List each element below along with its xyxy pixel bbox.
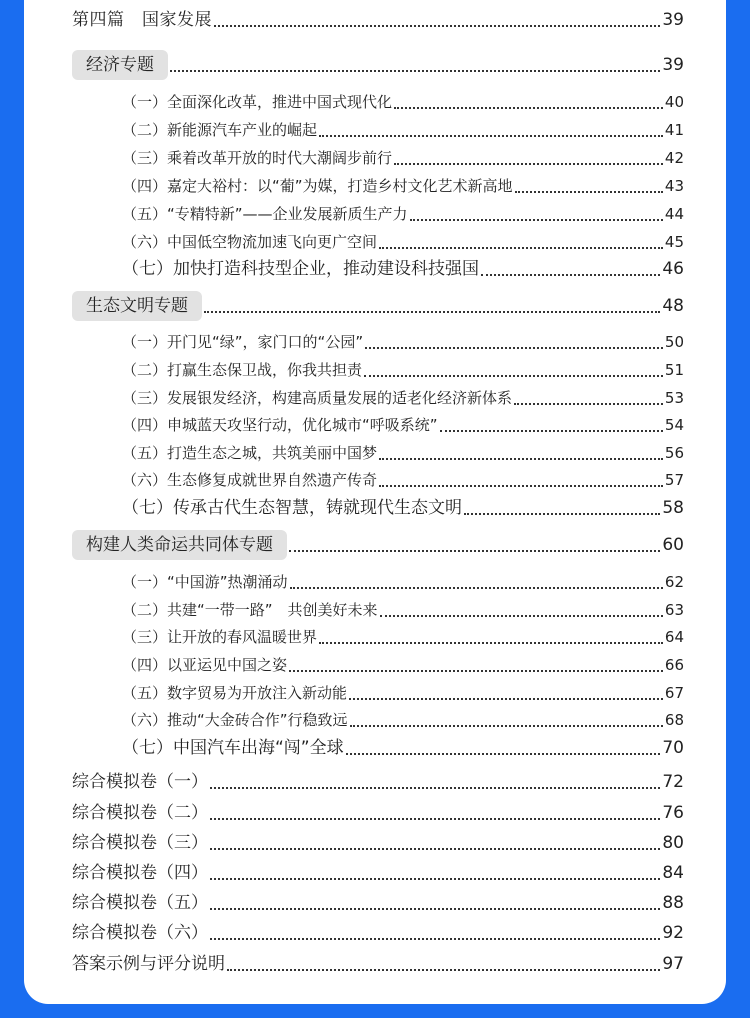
toc-entry[interactable] <box>122 357 684 383</box>
toc-entry-label: （三）发展银发经济，构建高质量发展的适老化经济新体系 <box>122 389 513 407</box>
toc-entry-label: （四）申城蓝天攻坚行动，优化城市“呼吸系统” <box>122 416 438 434</box>
toc-exam-entry[interactable] <box>72 890 684 916</box>
toc-page-number: 60 <box>662 535 684 555</box>
toc-exam-label: 综合模拟卷（五） <box>72 893 208 913</box>
toc-page-number: 53 <box>664 389 684 407</box>
dot-leader <box>210 818 660 820</box>
toc-page-number: 43 <box>664 177 684 195</box>
toc-entry-label: （三）乘着改革开放的时代大潮阔步前行 <box>122 149 393 167</box>
toc-page-number: 44 <box>664 205 684 223</box>
toc-page-number: 51 <box>664 361 684 379</box>
toc-entry[interactable] <box>122 201 684 227</box>
dot-leader <box>210 787 660 789</box>
toc-page-number: 48 <box>662 296 684 316</box>
toc-entry-label: （六）生态修复成就世界自然遗产传奇 <box>122 471 378 489</box>
toc-entry[interactable] <box>122 735 684 761</box>
dot-leader <box>394 107 663 109</box>
toc-page-number: 84 <box>662 863 684 883</box>
toc-entry-label: （四）嘉定大裕村：以“葡”为媒，打造乡村文化艺术新高地 <box>122 177 513 195</box>
toc-entry-label: （六）中国低空物流加速飞向更广空间 <box>122 233 378 251</box>
dot-leader <box>464 513 660 515</box>
toc-entry-label: （三）让开放的春风温暖世界 <box>122 628 318 646</box>
toc-entry-label: （一）开门见“绿”，家门口的“公园” <box>122 333 364 351</box>
toc-entry[interactable] <box>122 467 684 493</box>
toc-entry[interactable] <box>122 385 684 411</box>
dot-leader <box>364 375 663 377</box>
toc-entry-label: （一）“中国游”热潮涌动 <box>122 573 288 591</box>
toc-page-number: 45 <box>664 233 684 251</box>
dot-leader <box>210 878 660 880</box>
toc-exam-entry[interactable] <box>72 920 684 946</box>
toc-page-number: 39 <box>662 55 684 75</box>
toc-entry[interactable] <box>122 256 684 282</box>
toc-exam-entry[interactable] <box>72 800 684 826</box>
toc-entry-label: （五）“专精特新”——企业发展新质生产力 <box>122 205 408 223</box>
toc-page-number: 46 <box>662 259 684 279</box>
dot-leader <box>210 848 660 850</box>
toc-entry[interactable] <box>122 624 684 650</box>
toc-exam-entry[interactable] <box>72 769 684 795</box>
toc-entry[interactable] <box>122 652 684 678</box>
dot-leader <box>394 163 663 165</box>
toc-page-number: 56 <box>664 444 684 462</box>
toc-entry[interactable] <box>122 440 684 466</box>
toc-page-number: 62 <box>664 573 684 591</box>
dot-leader <box>210 938 660 940</box>
toc-entry-label: （七）传承古代生态智慧，铸就现代生态文明 <box>122 498 462 518</box>
toc-entry-label: （四）以亚运见中国之姿 <box>122 656 288 674</box>
toc-section-economy[interactable] <box>72 50 684 80</box>
dot-leader <box>214 25 660 27</box>
toc-entry-label: （一）全面深化改革，推进中国式现代化 <box>122 93 393 111</box>
toc-entry-label: （二）打赢生态保卫战，你我共担责 <box>122 361 363 379</box>
toc-exam-label: 综合模拟卷（三） <box>72 833 208 853</box>
toc-entry[interactable] <box>122 680 684 706</box>
toc-page-number: 58 <box>662 498 684 518</box>
toc-entry[interactable] <box>122 412 684 438</box>
toc-page-number: 39 <box>662 10 684 30</box>
toc-entry[interactable] <box>122 117 684 143</box>
toc-page-number: 72 <box>662 772 684 792</box>
toc-entry-label: （二）共建“一带一路” 共创美好未来 <box>122 601 378 619</box>
dot-leader <box>515 191 663 193</box>
toc-entry-label: （五）数字贸易为开放注入新动能 <box>122 684 348 702</box>
toc-page-number: 67 <box>664 684 684 702</box>
dot-leader <box>350 725 663 727</box>
toc-entry-label: （五）打造生态之城，共筑美丽中国梦 <box>122 444 378 462</box>
toc-page-number: 68 <box>664 711 684 729</box>
toc-page-number: 80 <box>662 833 684 853</box>
dot-leader <box>289 670 663 672</box>
toc-entry[interactable] <box>122 173 684 199</box>
toc-page-number: 50 <box>664 333 684 351</box>
toc-entry-label: （二）新能源汽车产业的崛起 <box>122 121 318 139</box>
dot-leader <box>410 219 663 221</box>
toc-exam-entry[interactable] <box>72 830 684 856</box>
toc-page <box>24 0 726 1004</box>
dot-leader <box>349 698 663 700</box>
toc-entry[interactable] <box>122 89 684 115</box>
dot-leader <box>481 274 660 276</box>
dot-leader <box>290 587 663 589</box>
toc-page-number: 64 <box>664 628 684 646</box>
toc-answers-entry[interactable] <box>72 951 684 977</box>
toc-page-number: 92 <box>662 923 684 943</box>
toc-entry-label: （六）推动“大金砖合作”行稳致远 <box>122 711 348 729</box>
toc-part-heading[interactable] <box>72 7 684 33</box>
toc-page-number: 42 <box>664 149 684 167</box>
toc-part-label: 第四篇 国家发展 <box>72 10 212 30</box>
toc-exam-label: 综合模拟卷（一） <box>72 772 208 792</box>
dot-leader <box>379 247 663 249</box>
toc-page-number: 40 <box>664 93 684 111</box>
toc-page-number: 63 <box>664 601 684 619</box>
dot-leader <box>365 347 663 349</box>
section-tag: 生态文明专题 <box>72 291 202 321</box>
toc-entry[interactable] <box>122 229 684 255</box>
dot-leader <box>514 403 663 405</box>
toc-page-number: 70 <box>662 738 684 758</box>
toc-answers-label: 答案示例与评分说明 <box>72 954 225 974</box>
toc-entry[interactable] <box>122 597 684 623</box>
toc-entry[interactable] <box>122 495 684 521</box>
toc-section-ecology[interactable] <box>72 291 684 321</box>
toc-exam-label: 综合模拟卷（六） <box>72 923 208 943</box>
dot-leader <box>319 642 663 644</box>
toc-entry[interactable] <box>122 145 684 171</box>
toc-page-number: 97 <box>662 954 684 974</box>
toc-exam-label: 综合模拟卷（四） <box>72 863 208 883</box>
toc-page-number: 88 <box>662 893 684 913</box>
dot-leader <box>170 70 660 72</box>
toc-entry[interactable] <box>122 329 684 355</box>
dot-leader <box>379 485 663 487</box>
toc-page-number: 66 <box>664 656 684 674</box>
dot-leader <box>289 550 660 552</box>
toc-entry[interactable] <box>122 707 684 733</box>
toc-exam-entry[interactable] <box>72 860 684 886</box>
toc-entry-label: （七）中国汽车出海“闯”全球 <box>122 738 344 758</box>
toc-page-number: 54 <box>664 416 684 434</box>
toc-page-number: 41 <box>664 121 684 139</box>
toc-entry-label: （七）加快打造科技型企业，推动建设科技强国 <box>122 259 479 279</box>
dot-leader <box>440 430 663 432</box>
dot-leader <box>379 458 663 460</box>
toc-page-number: 57 <box>664 471 684 489</box>
section-tag: 构建人类命运共同体专题 <box>72 530 287 560</box>
dot-leader <box>204 311 660 313</box>
dot-leader <box>210 908 660 910</box>
dot-leader <box>227 969 660 971</box>
toc-page-number: 76 <box>662 803 684 823</box>
dot-leader <box>380 615 663 617</box>
dot-leader <box>319 135 663 137</box>
section-tag: 经济专题 <box>72 50 168 80</box>
toc-entry[interactable] <box>122 569 684 595</box>
toc-section-community[interactable] <box>72 530 684 560</box>
toc-exam-label: 综合模拟卷（二） <box>72 803 208 823</box>
dot-leader <box>346 753 661 755</box>
